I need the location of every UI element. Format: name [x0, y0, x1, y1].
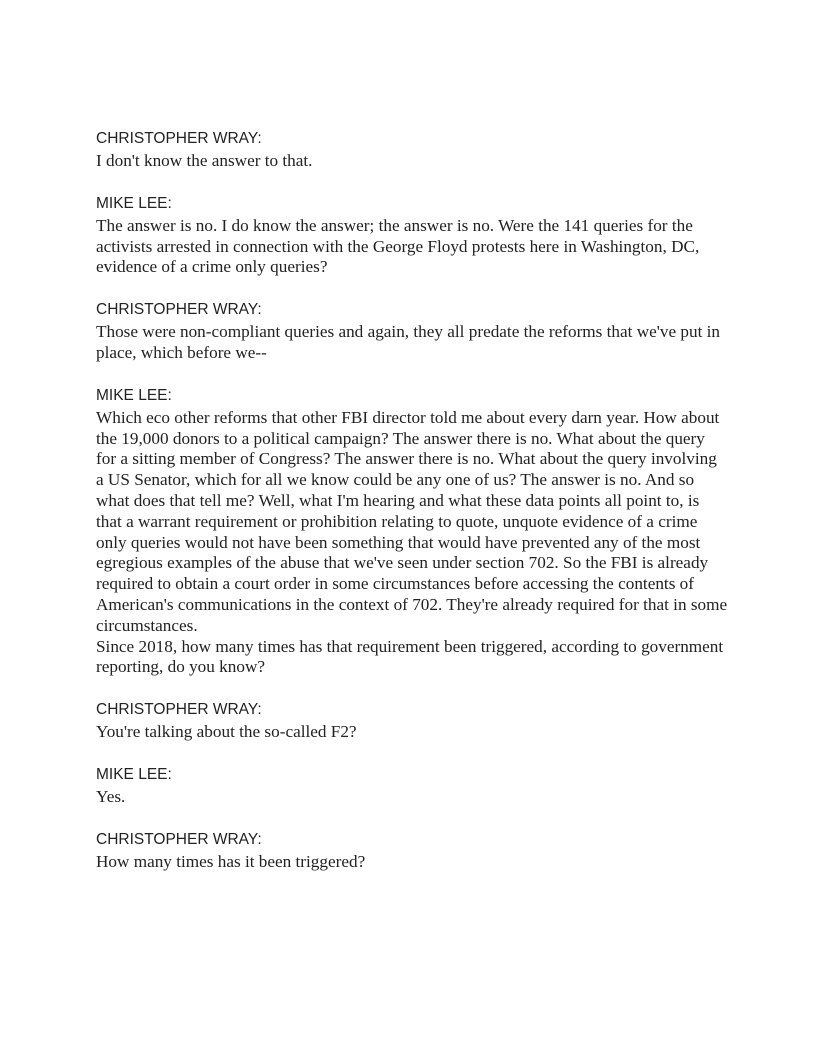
- speech-paragraph: Those were non-compliant queries and again, they all predate the reforms that we've put in place, which before we--: [96, 322, 721, 362]
- speech-text: [96, 408, 728, 678]
- transcript-entry: [96, 766, 728, 808]
- transcript-entry: [96, 195, 728, 278]
- speech-paragraph: The answer is no. I do know the answer; the answer is no. Were the 141 queries for the activists arrested in connection with the George Floyd protests here in Washington, DC, evidence of a crime only queries?: [96, 215, 700, 277]
- speech-text: [96, 787, 728, 808]
- transcript-entry: [96, 701, 728, 743]
- transcript-page: [96, 130, 728, 873]
- speech-paragraph: How many times has it been triggered?: [96, 851, 366, 871]
- speech-paragraph: You're talking about the so-called F2?: [96, 722, 357, 742]
- speaker-name: CHRISTOPHER WRAY:: [96, 830, 262, 848]
- speech-text: [96, 322, 728, 364]
- transcript-entry: [96, 387, 728, 678]
- speaker-name: MIKE LEE:: [96, 765, 172, 783]
- speech-text: [96, 722, 728, 743]
- transcript-entry: [96, 301, 728, 364]
- speech-text: [96, 216, 728, 278]
- speech-text: [96, 151, 728, 172]
- speaker-name: MIKE LEE:: [96, 194, 172, 212]
- speech-paragraph: I don't know the answer to that.: [96, 151, 313, 170]
- speaker-name: CHRISTOPHER WRAY:: [96, 301, 262, 319]
- speaker-name: MIKE LEE:: [96, 386, 172, 404]
- speaker-name: CHRISTOPHER WRAY:: [96, 701, 262, 719]
- speech-paragraph: Since 2018, how many times has that requirement been triggered, according to government reporting, do you know?: [96, 636, 724, 677]
- transcript-entry: [96, 130, 728, 172]
- speaker-name: CHRISTOPHER WRAY:: [96, 130, 262, 147]
- speech-paragraph: Which eco other reforms that other FBI director told me about every darn year. How about the 19,000 donors to a political campaign? The answer there is no. What about the query for a sitting member of Congress? The answer there is no. What about the query involving a US Senator, which for all we know could be any one of us? The answer is no. And so what does that tell me? Well, what I'm hearing and what these data points all point to, is that a warrant requirement or prohibition relating to quote, unquote evidence of a crime only queries would not have been something that would have prevented any of the most egregious examples of the abuse that we've seen under section 702. So the FBI is already required to obtain a court order in some circumstances before accessing the contents of American's communications in the context of 702. They're already required for that in some circumstances.: [96, 407, 728, 635]
- speech-text: [96, 852, 728, 873]
- transcript-entry: [96, 831, 728, 873]
- speech-paragraph: Yes.: [96, 786, 126, 806]
